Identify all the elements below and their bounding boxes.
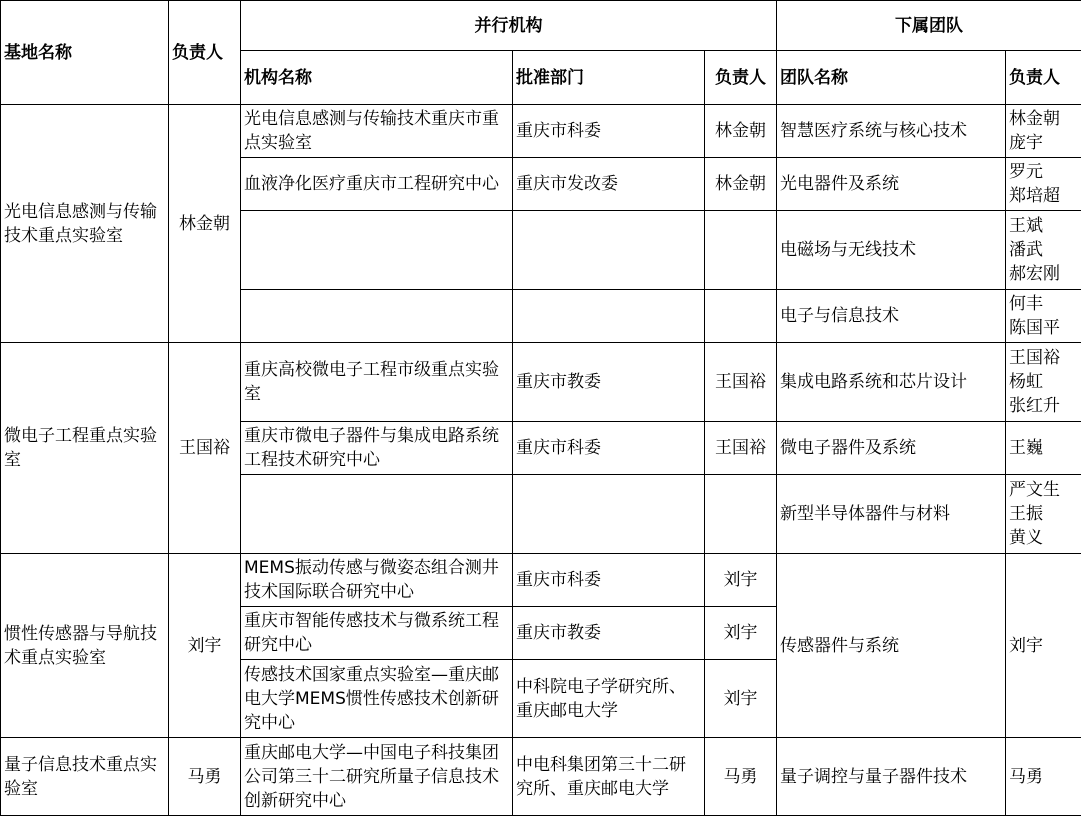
- institution-name-cell: MEMS振动传感与微姿态组合测井技术国际联合研究中心: [241, 554, 513, 607]
- team-leader-name: 陈国平: [1009, 318, 1060, 338]
- base-name-cell: 光电信息感测与传输技术重点实验室: [1, 105, 169, 343]
- approval-dept-cell: 重庆市科委: [513, 422, 705, 475]
- header-base-name: 基地名称: [1, 1, 169, 105]
- institution-name-cell-empty: [241, 290, 513, 343]
- team-leader-name: 杨虹: [1009, 372, 1043, 392]
- base-name-cell: 微电子工程重点实验室: [1, 343, 169, 554]
- team-name-cell: 量子调控与量子器件技术: [777, 738, 1006, 816]
- team-name-cell: 传感器件与系统: [777, 554, 1006, 738]
- header-team-leader: 负责人: [1006, 51, 1081, 105]
- team-leader-name: 严文生: [1009, 480, 1060, 500]
- header-leader: 负责人: [169, 1, 241, 105]
- header-approval-dept: 批准部门: [513, 51, 705, 105]
- institution-leader-cell-empty: [705, 475, 777, 554]
- institution-leader-cell: 王国裕: [705, 422, 777, 475]
- team-leader-name: 郝宏刚: [1009, 264, 1060, 284]
- team-leader-cell: [1006, 554, 1081, 738]
- team-leader-cell: [1006, 211, 1081, 290]
- team-name-cell: 电磁场与无线技术: [777, 211, 1006, 290]
- header-institution-leader: 负责人: [705, 51, 777, 105]
- team-leader-name: 郑培超: [1009, 186, 1060, 206]
- team-leader-cell: [1006, 738, 1081, 816]
- header-parallel-institutions: 并行机构: [241, 1, 777, 51]
- table-row: [1, 554, 1081, 607]
- team-leader-name: 黄义: [1009, 528, 1043, 548]
- base-name-cell: 惯性传感器与导航技术重点实验室: [1, 554, 169, 738]
- team-leader-name: 王斌: [1009, 216, 1043, 236]
- team-leader-name: 林金朝: [1009, 109, 1060, 129]
- institution-leader-cell: 刘宇: [705, 554, 777, 607]
- institution-name-cell: 重庆市微电子器件与集成电路系统工程技术研究中心: [241, 422, 513, 475]
- approval-dept-cell-empty: [513, 290, 705, 343]
- base-name-cell: 量子信息技术重点实验室: [1, 738, 169, 816]
- team-name-cell: 光电器件及系统: [777, 158, 1006, 211]
- team-leader-name: 王巍: [1009, 438, 1043, 458]
- team-name-cell: 电子与信息技术: [777, 290, 1006, 343]
- header-sub-teams: 下属团队: [777, 1, 1081, 51]
- base-leader-cell: 马勇: [169, 738, 241, 816]
- team-leader-cell: [1006, 422, 1081, 475]
- approval-dept-cell: 重庆市发改委: [513, 158, 705, 211]
- base-leader-cell: 王国裕: [169, 343, 241, 554]
- institution-leader-cell: 林金朝: [705, 158, 777, 211]
- institution-name-cell: 血液净化医疗重庆市工程研究中心: [241, 158, 513, 211]
- team-leader-name: 庞宇: [1009, 133, 1043, 153]
- table-row: [1, 738, 1081, 816]
- team-leader-cell: [1006, 343, 1081, 422]
- header-row-1: [1, 1, 1081, 51]
- institution-leader-cell: 林金朝: [705, 105, 777, 158]
- team-leader-name: 何丰: [1009, 294, 1043, 314]
- institution-name-cell: 光电信息感测与传输技术重庆市重点实验室: [241, 105, 513, 158]
- base-leader-cell: 刘宇: [169, 554, 241, 738]
- approval-dept-cell: 重庆市科委: [513, 105, 705, 158]
- team-leader-name: 潘武: [1009, 240, 1043, 260]
- institution-name-cell: 传感技术国家重点实验室—重庆邮电大学MEMS惯性传感技术创新研究中心: [241, 660, 513, 738]
- team-name-cell: 新型半导体器件与材料: [777, 475, 1006, 554]
- team-leader-name: 刘宇: [1009, 635, 1043, 656]
- team-leader-name: 王振: [1009, 504, 1043, 524]
- institution-name-cell: 重庆邮电大学—中国电子科技集团公司第三十二研究所量子信息技术创新研究中心: [241, 738, 513, 816]
- institution-leader-cell: 王国裕: [705, 343, 777, 422]
- team-leader-name: 张红升: [1009, 396, 1060, 416]
- header-team-name: 团队名称: [777, 51, 1006, 105]
- team-leader-cell: [1006, 290, 1081, 343]
- header-institution-name: 机构名称: [241, 51, 513, 105]
- team-name-cell: 集成电路系统和芯片设计: [777, 343, 1006, 422]
- approval-dept-cell-empty: [513, 475, 705, 554]
- team-leader-cell: [1006, 158, 1081, 211]
- approval-dept-cell: 重庆市科委: [513, 554, 705, 607]
- institution-name-cell: 重庆市智能传感技术与微系统工程研究中心: [241, 607, 513, 660]
- team-leader-name: 王国裕: [1009, 348, 1060, 368]
- approval-dept-cell: 中科院电子学研究所、重庆邮电大学: [513, 660, 705, 738]
- table-row: [1, 105, 1081, 158]
- approval-dept-cell-empty: [513, 211, 705, 290]
- base-leader-cell: 林金朝: [169, 105, 241, 343]
- institution-leader-cell-empty: [705, 211, 777, 290]
- team-leader-name: 罗元: [1009, 162, 1043, 182]
- institution-leader-cell: 刘宇: [705, 660, 777, 738]
- approval-dept-cell: 重庆市教委: [513, 343, 705, 422]
- approval-dept-cell: 重庆市教委: [513, 607, 705, 660]
- institution-name-cell-empty: [241, 211, 513, 290]
- institution-name-cell-empty: [241, 475, 513, 554]
- team-leader-cell: [1006, 475, 1081, 554]
- institution-name-cell: 重庆高校微电子工程市级重点实验室: [241, 343, 513, 422]
- team-name-cell: 微电子器件及系统: [777, 422, 1006, 475]
- institution-leader-cell: 刘宇: [705, 607, 777, 660]
- institution-leader-cell: 马勇: [705, 738, 777, 816]
- table-row: [1, 343, 1081, 422]
- institution-leader-cell-empty: [705, 290, 777, 343]
- team-name-cell: 智慧医疗系统与核心技术: [777, 105, 1006, 158]
- approval-dept-cell: 中电科集团第三十二研究所、重庆邮电大学: [513, 738, 705, 816]
- team-leader-name: 马勇: [1009, 766, 1043, 787]
- team-leader-cell: [1006, 105, 1081, 158]
